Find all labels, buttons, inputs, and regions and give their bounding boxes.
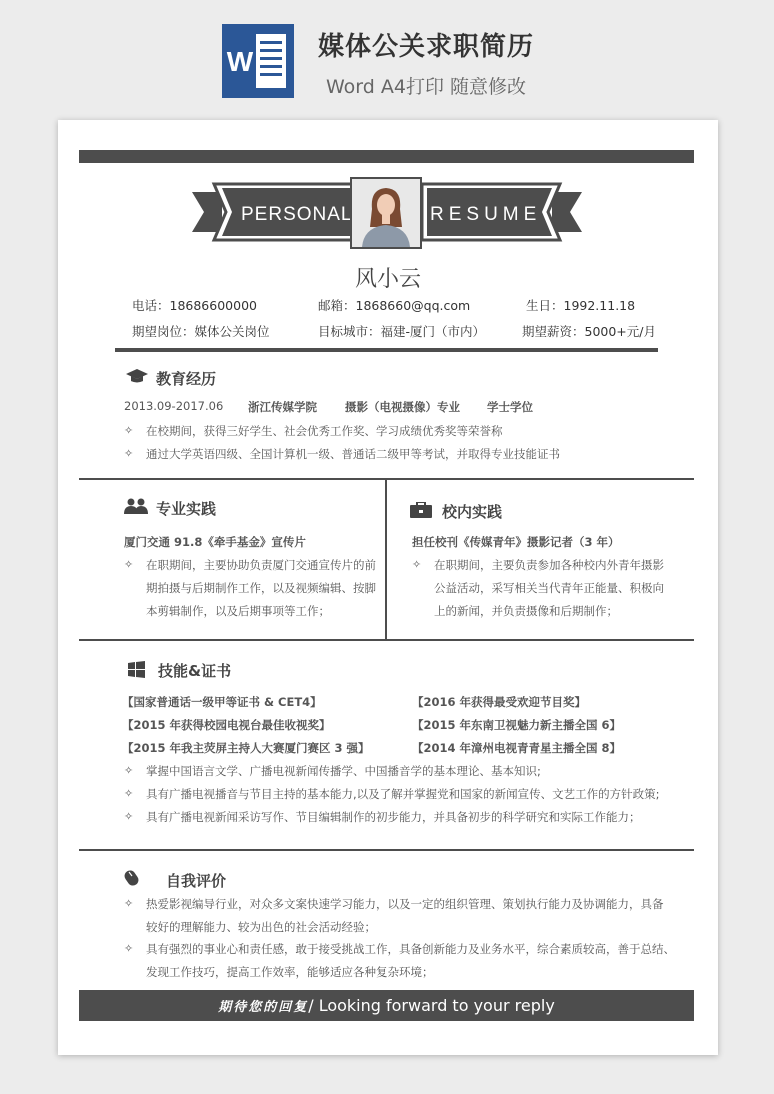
info-email: 邮箱：1868660@qq.com bbox=[318, 298, 471, 313]
divider bbox=[79, 849, 694, 851]
professional-title: 专业实践 bbox=[156, 500, 217, 518]
bullet-icon: ✧ bbox=[124, 942, 134, 955]
professional-subtitle: 厦门交通 91.8《牵手基金》宣传片 bbox=[124, 535, 306, 549]
ribbon-label-left: PERSONAL bbox=[241, 204, 353, 225]
professional-line-1: 在职期间，主要协助负责厦门交通宣传片的前 bbox=[146, 558, 376, 572]
profile-photo bbox=[350, 177, 422, 249]
campus-line-2: 公益活动，采写相关当代青年正能量、积极向 bbox=[434, 581, 664, 595]
word-icon-letter: W bbox=[226, 46, 254, 77]
skills-title: 技能&证书 bbox=[158, 662, 232, 680]
info-phone: 电话：18686600000 bbox=[132, 298, 257, 313]
info-position: 期望岗位：媒体公关岗位 bbox=[132, 324, 270, 339]
info-city: 目标城市：福建-厦门（市内） bbox=[318, 324, 486, 339]
header-divider bbox=[115, 348, 658, 352]
bullet-icon: ✧ bbox=[124, 764, 134, 777]
windows-icon bbox=[128, 661, 145, 678]
ribbon-label-right: RESUME bbox=[430, 204, 542, 225]
education-major: 摄影（电视摄像）专业 bbox=[345, 400, 460, 414]
self-eval-title: 自我评价 bbox=[166, 872, 227, 890]
bullet-icon: ✧ bbox=[124, 787, 134, 800]
campus-title: 校内实践 bbox=[442, 503, 503, 521]
footer-text-cn: 期待您的回复 bbox=[218, 1000, 309, 1015]
education-bullet-2: 通过大学英语四级、全国计算机一级、普通话二级甲等考试，并取得专业技能证书 bbox=[146, 447, 560, 461]
document-title: 媒体公关求职简历 bbox=[318, 32, 535, 62]
word-icon bbox=[222, 24, 294, 98]
footer-text-en: / Looking forward to your reply bbox=[308, 996, 555, 1015]
self-eval-1-line-2: 较好的理解能力、较为出色的社会活动经验； bbox=[146, 920, 376, 934]
professional-line-2: 期拍摄与后期制作工作，以及视频编辑、按脚 bbox=[146, 581, 376, 595]
skills-bullet-1: 掌握中国语言文学、广播电视新闻传播学、中国播音学的基本理论、基本知识; bbox=[146, 764, 541, 778]
self-eval-1-line-1: 热爱影视编导行业，对众多文案快速学习能力，以及一定的组织管理、策划执行能力及协调能力，具备 bbox=[146, 897, 664, 911]
bullet-icon: ✧ bbox=[124, 447, 134, 460]
bullet-icon: ✧ bbox=[124, 558, 134, 571]
info-birthday: 生日：1992.11.18 bbox=[526, 298, 636, 313]
cert-left-2: 【2015 年获得校园电视台最佳收视奖】 bbox=[122, 718, 331, 732]
bullet-icon: ✧ bbox=[412, 558, 422, 571]
cert-right-3: 【2014 年漳州电视青青星主播全国 8】 bbox=[412, 741, 622, 755]
divider bbox=[79, 639, 694, 641]
professional-line-3: 本剪辑制作，以及后期事项等工作； bbox=[146, 604, 330, 618]
bullet-icon: ✧ bbox=[124, 810, 134, 823]
self-eval-2-line-1: 具有强烈的事业心和责任感，敢于接受挑战工作，具备创新能力及业务水平，综合素质较高，善于总结、 bbox=[146, 942, 675, 956]
education-title: 教育经历 bbox=[156, 370, 217, 388]
cert-left-1: 【国家普通话一级甲等证书 & CET4】 bbox=[122, 695, 322, 709]
education-bullet-1: 在校期间，获得三好学生、社会优秀工作奖、学习成绩优秀奖等荣誉称 bbox=[146, 424, 503, 438]
campus-subtitle: 担任校刊《传媒青年》摄影记者（3 年） bbox=[412, 535, 620, 549]
info-salary: 期望薪资：5000+元/月 bbox=[522, 324, 656, 339]
campus-line-1: 在职期间，主要负责参加各种校内外青年摄影 bbox=[434, 558, 664, 572]
skills-bullet-2: 具有广播电视播音与节目主持的基本能力,以及了解并掌握党和国家的新闻宣传、文艺工作的方针政策; bbox=[146, 787, 660, 801]
education-period: 2013.09-2017.06 bbox=[124, 399, 224, 413]
education-degree: 学士学位 bbox=[487, 400, 533, 414]
candidate-name: 风小云 bbox=[354, 267, 421, 292]
cert-right-2: 【2015 年东南卫视魅力新主播全国 6】 bbox=[412, 718, 622, 732]
bullet-icon: ✧ bbox=[124, 424, 134, 437]
briefcase-icon bbox=[410, 502, 432, 518]
resume-page bbox=[58, 120, 718, 1055]
education-school: 浙江传媒学院 bbox=[248, 400, 317, 414]
self-eval-2-line-2: 发现工作技巧，提高工作效率，能够适应各种复杂环境； bbox=[146, 965, 434, 979]
bullet-icon: ✧ bbox=[124, 897, 134, 910]
graduation-cap-icon bbox=[126, 369, 148, 384]
campus-line-3: 上的新闻，并负责摄像和后期制作； bbox=[434, 604, 618, 618]
footer-bar bbox=[79, 990, 694, 1021]
cert-left-3: 【2015 年我主荧屏主持人大赛厦门赛区 3 强】 bbox=[122, 741, 370, 755]
document-subtitle: Word A4打印 随意修改 bbox=[326, 76, 527, 98]
top-bar bbox=[79, 150, 694, 163]
users-icon bbox=[124, 498, 148, 514]
page-header bbox=[0, 0, 774, 110]
column-divider bbox=[385, 480, 387, 640]
skills-bullet-3: 具有广播电视新闻采访写作、节目编辑制作的初步能力，并具备初步的科学研究和实际工作能力； bbox=[146, 810, 641, 824]
mouse-icon bbox=[124, 868, 144, 888]
cert-right-1: 【2016 年获得最受欢迎节目奖】 bbox=[412, 695, 587, 709]
